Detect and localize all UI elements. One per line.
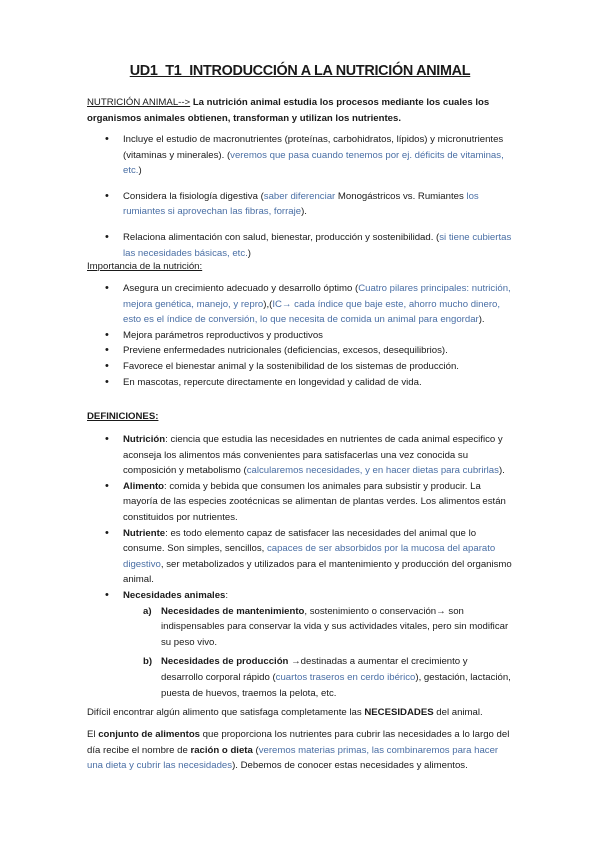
list-item: • Previene enfermedades nutricionales (deficiencias, excesos, desequilibrios). bbox=[87, 343, 512, 359]
intro-heading: NUTRICIÓN ANIMAL--> bbox=[87, 97, 191, 108]
closing-paragraph-1: Difícil encontrar algún alimento que satisfaga completamente las NECESIDADES del animal. bbox=[87, 707, 483, 718]
intro-text: La nutrición animal estudia los procesos mediante los cuales los organismos animales obtienen, transforman y utilizan los nutrientes. bbox=[87, 97, 490, 124]
list-item: • Mejora parámetros reproductivos y productivos bbox=[87, 328, 512, 344]
closing-paragraph-2: El conjunto de alimentos que proporciona los nutrientes para cubrir las necesidades a lo largo del día recibe el nombre de ración o dieta (veremos materias primas, las combinaremos para hacer una dieta y cubrir las necesidades). Debemos de conocer estas necesidades y alimentos. bbox=[87, 729, 510, 772]
definition-necesidades: • Necesidades animales: a) Necesidades de mantenimiento, sostenimiento o conservación→ son indispensables para conservar la vida y sus actividades vitales, pero sin modificar su peso vivo. b) Necesidades de producción →destinadas a aumentar el crecimiento y desarrollo corporal rápido (cuartos traseros en cerdo ibérico), gestación, lactación, puesta de huevos, traemos la pelota, etc. bbox=[87, 588, 512, 701]
list-item: • En mascotas, repercute directamente en longevidad y calidad de vida. bbox=[87, 375, 512, 391]
definitions-heading: DEFINICIONES: bbox=[87, 411, 159, 422]
sub-item-mantenimiento: a) Necesidades de mantenimiento, sostenimiento o conservación→ son indispensables para conservar la vida y sus actividades vitales, pero sin modificar su peso vivo. bbox=[143, 605, 509, 648]
sub-item-produccion: b) Necesidades de producción →destinadas a aumentar el crecimiento y desarrollo corporal rápido (cuartos traseros en cerdo ibérico), gestación, lactación, puesta de huevos, traemos la pelota, etc. bbox=[143, 656, 511, 699]
page-title: UD1_T1_INTRODUCCIÓN A LA NUTRICIÓN ANIMAL bbox=[129, 63, 471, 79]
definitions-list bbox=[87, 432, 512, 701]
intro-paragraph bbox=[87, 95, 512, 126]
definition-nutricion: • Nutrición: ciencia que estudia las necesidades en nutrientes de cada animal especifico y aconseja los alimentos más convenientes para satisfacerlas una vez conocida su composición y metabolismo (calcularemos necesidades, y en hacer dietas para cubrirlas). bbox=[87, 432, 512, 479]
list-item: • Incluye el estudio de macronutrientes (proteínas, carbohidratos, lípidos) y micronutrientes (vitaminas y minerales). (veremos que pasa cuando tenemos por ej. déficits de vitaminas, etc.) bbox=[87, 132, 512, 179]
definition-alimento: • Alimento: comida y bebida que consumen los animales para subsistir y producir. La mayoría de las especies zootécnicas se alimentan de plantas verdes. Los alimentos están constituidos por nutrientes. bbox=[87, 479, 512, 526]
importance-list bbox=[87, 281, 512, 390]
list-item: • Favorece el bienestar animal y la sostenibilidad de los sistemas de producción. bbox=[87, 359, 512, 375]
list-item: • Relaciona alimentación con salud, bienestar, producción y sostenibilidad. (si tiene cubiertas las necesidades básicas, etc.) bbox=[87, 230, 512, 261]
list-item: • Considera la fisiología digestiva (saber diferenciar Monogástricos vs. Rumiantes los rumiantes si aprovechan las fibras, forraje). bbox=[87, 189, 512, 220]
list-item: • Asegura un crecimiento adecuado y desarrollo óptimo (Cuatro pilares principales: nutrición, mejora genética, manejo, y repro),(IC→ cada índice que baje este, ahorro mucho dinero, esto es el índice de conversión, lo que necesita de comida un animal para engordar). bbox=[87, 281, 512, 328]
importance-heading: Importancia de la nutrición: bbox=[87, 261, 203, 272]
definition-nutriente: • Nutriente: es todo elemento capaz de satisfacer las necesidades del animal que lo consume. Son simples, sencillos, capaces de ser absorbidos por la mucosa del aparato digestivo, ser metabolizados y utilizados para el mantenimiento y producción del organismo animal. bbox=[87, 526, 512, 588]
intro-bullet-list bbox=[87, 132, 512, 261]
